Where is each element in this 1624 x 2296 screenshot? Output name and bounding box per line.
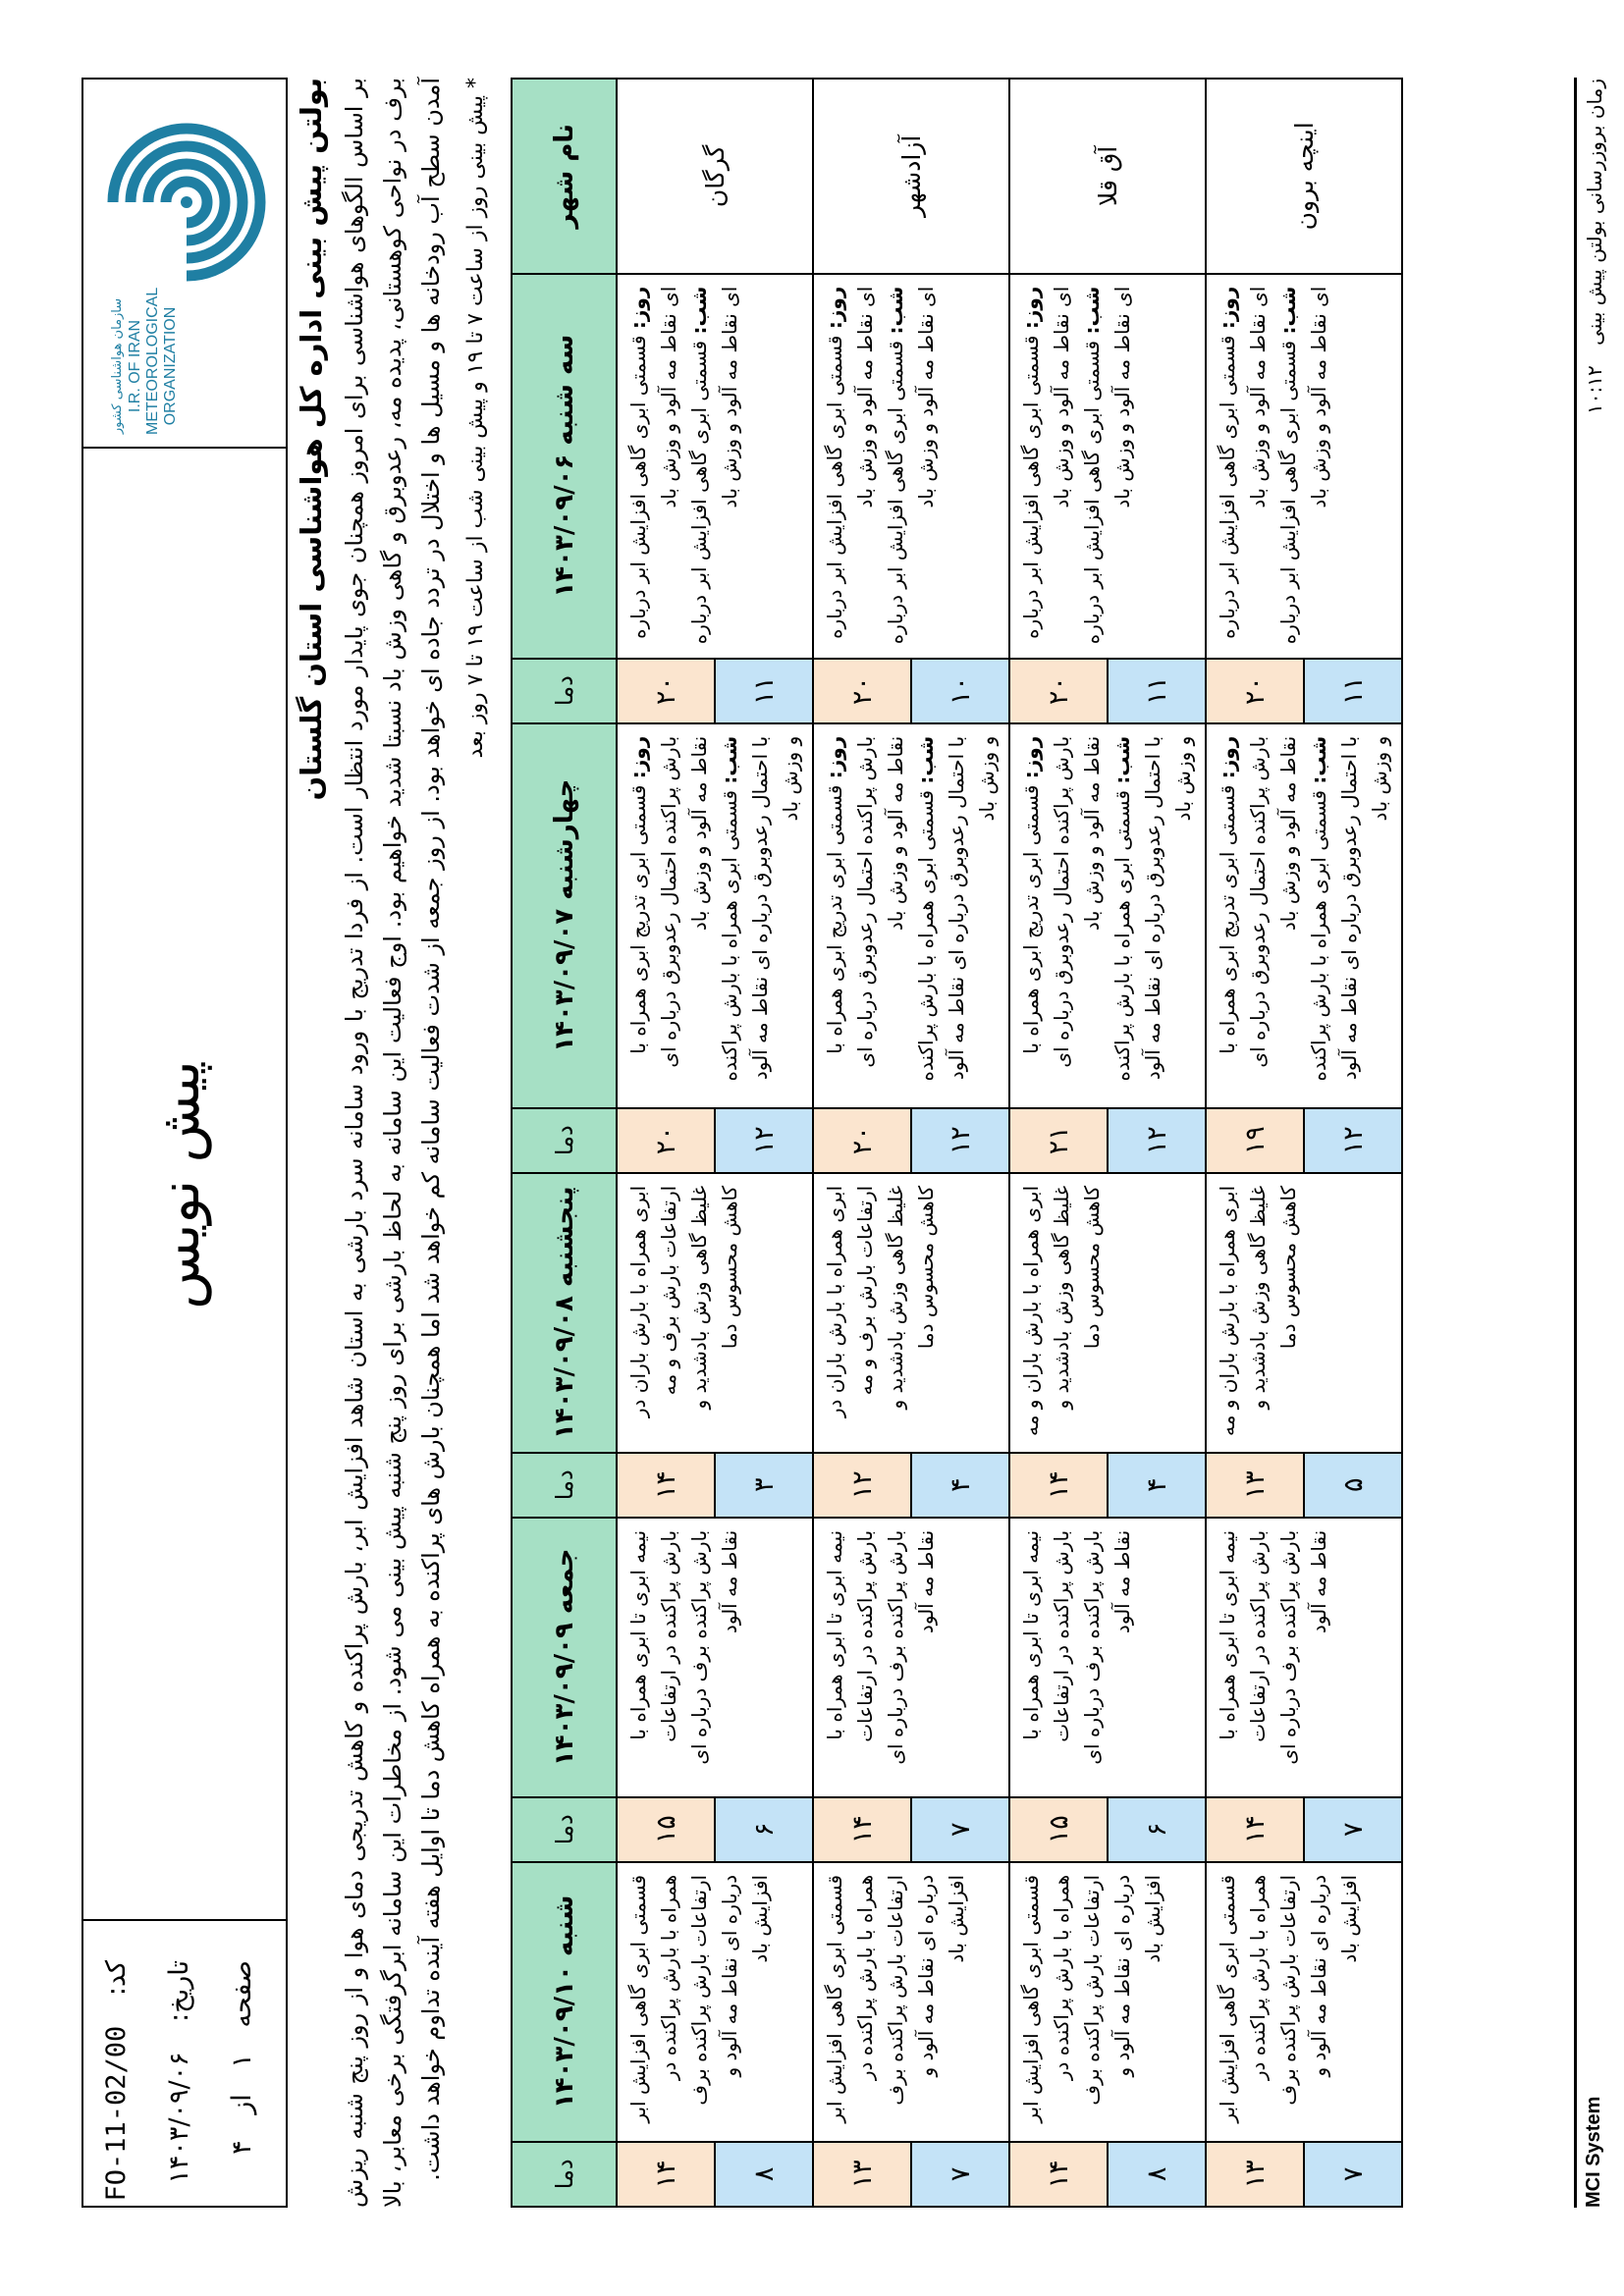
city-name: اینچه برون	[1206, 79, 1402, 274]
city-name: گرگان	[617, 79, 813, 274]
forecast-day2	[1206, 723, 1402, 1108]
bulletin-title: بولتن پیش بینی اداره کل هواشناسی استان گلستان	[295, 78, 328, 801]
temp-header: دما	[512, 659, 617, 723]
logo-text	[109, 287, 180, 435]
temp-header: دما	[512, 1453, 617, 1518]
page-of: از	[227, 2094, 257, 2114]
forecast-day4: نیمه ابری تا ابری همراه با بارش پراکنده در ارتفاعات بارش پراکنده برف درباره ای نقاط مه آلود	[1206, 1518, 1402, 1797]
day-label: روز:	[1019, 286, 1043, 330]
night-forecast: قسمتی ابری گاهی افزایش ابر درباره ای نقاط مه آلود و وزش باد	[1080, 286, 1134, 645]
forecast-day2	[813, 723, 1009, 1108]
forecast-day5: قسمتی ابری گاهی افزایش ابر همراه با بارش پراکنده در ارتفاعات بارش پراکنده برف درباره ای نقاط مه آلود و افزایش باد	[617, 1862, 813, 2142]
max-temp: ۲۰	[1009, 659, 1108, 723]
max-temp: ۱۴	[813, 1797, 911, 1862]
day-forecast: قسمتی ابری تدریج ابری همراه با بارش پراکنده احتمال رعدوبرق درباره ای نقاط مه آلود و وزش باد	[626, 735, 711, 1068]
bulletin-body: بر اساس الگوهای هواشناسی برای امروز همچنان جوی پایدار مورد انتظار است. از فردا تدریج با ورود سامانه سرد بارشی به استان شاهد افزایش ابر، بارش پراکنده و کاهش تدریجی دمای هوا و از روز پنج شنبه ریزش برف در نواحی کوهستانی، پدیده مه، رعدوبرق و گاهی وزش باد نسبتا شدید خواهیم بود. اوج فعالیت این سامانه به لحاظ بارشی برای روز پنج شنبه پیش بینی می شود. از مخاطرات این سامانه ابرگرفتگی برخی معابر، بالا آمدن سطح آب رودخانه ها و مسیل ها و اختلال در تردد جاده ای خواهد بود. از روز جمعه از شدت فعالیت سامانه کم خواهد شد اما همچنان بارش های پراکنده به همراه کاهش دما تا اوایل هفته آینده تداوم خواهد داشت.	[341, 78, 445, 2208]
max-temp: ۱۴	[617, 1453, 715, 1518]
max-temp: ۱۳	[813, 2142, 911, 2207]
night-forecast: قسمتی ابری همراه با بارش پراکنده با احتمال رعدوبرق درباره ای نقاط مه آلود و وزش باد	[1307, 735, 1391, 1082]
footer-system-name: MCI System	[1583, 2096, 1604, 2208]
document-header	[81, 78, 288, 2208]
forecast-table	[511, 78, 1403, 2208]
min-temp: ۷	[1304, 2142, 1402, 2207]
night-label: شب:	[687, 286, 711, 335]
night-label: شب:	[1307, 735, 1330, 784]
forecast-day5: قسمتی ابری گاهی افزایش ابر همراه با بارش پراکنده در ارتفاعات بارش پراکنده برف درباره ای نقاط مه آلود و افزایش باد	[1206, 1862, 1402, 2142]
max-temp: ۱۴	[1009, 1453, 1108, 1518]
table-header-row	[512, 79, 617, 2207]
page-label: صفحه	[227, 1960, 257, 2028]
update-time-label: زمان بروزرسانی بولتن پیش بینی	[1583, 79, 1606, 346]
footer-divider	[1574, 78, 1577, 2208]
day-forecast: قسمتی ابری گاهی افزایش ابر درباره ای نقاط مه آلود و وزش باد	[1019, 286, 1073, 639]
day-header-3: پنجشنبه ۱۴۰۳/۰۹/۰۸	[512, 1173, 617, 1453]
max-temp: ۱۴	[1009, 2142, 1108, 2207]
night-forecast: قسمتی ابری همراه با بارش پراکنده با احتمال رعدوبرق درباره ای نقاط مه آلود و وزش باد	[718, 735, 802, 1082]
forecast-day1	[1009, 274, 1206, 659]
page-title: پیش نویس	[148, 1060, 212, 1309]
page-total: ۴	[227, 2140, 257, 2155]
max-temp: ۲۱	[1009, 1108, 1108, 1173]
city-header: نام شهر	[512, 79, 617, 274]
city-name: آق قلا	[1009, 79, 1206, 274]
min-temp: ۱۲	[715, 1108, 813, 1173]
forecast-day1	[813, 274, 1009, 659]
forecast-day2	[617, 723, 813, 1108]
logo-text-en: I.R. OF IRAN METEOROLOGICAL ORGANIZATION	[127, 287, 179, 435]
min-temp: ۴	[911, 1453, 1009, 1518]
min-temp: ۱۲	[1108, 1108, 1206, 1173]
forecast-day4: نیمه ابری تا ابری همراه با بارش پراکنده در ارتفاعات بارش پراکنده برف درباره ای نقاط مه آلود	[617, 1518, 813, 1797]
day-forecast: قسمتی ابری گاهی افزایش ابر درباره ای نقاط مه آلود و وزش باد	[626, 286, 680, 639]
page-number-line	[227, 1960, 257, 2192]
code-label: کد:	[101, 1960, 132, 1997]
day-header-5: شنبه ۱۴۰۳/۰۹/۱۰	[512, 1862, 617, 2142]
max-temp: ۲۰	[617, 1108, 715, 1173]
forecast-day5: قسمتی ابری گاهی افزایش ابر همراه با بارش پراکنده در ارتفاعات بارش پراکنده برف درباره ای نقاط مه آلود و افزایش باد	[813, 1862, 1009, 2142]
max-temp: ۱۹	[1206, 1108, 1304, 1173]
min-temp: ۱۰	[911, 659, 1009, 723]
night-forecast: قسمتی ابری گاهی افزایش ابر درباره ای نقاط مه آلود و وزش باد	[687, 286, 741, 645]
day-label: روز:	[1216, 735, 1239, 779]
min-temp: ۷	[911, 1797, 1009, 1862]
forecast-day3: ابری همراه با بارش باران در ارتفاعات بارش برف و مه غلیظ گاهی وزش بادشدید و کاهش محسوس دما	[617, 1173, 813, 1453]
temp-header: دما	[512, 1797, 617, 1862]
temp-header: دما	[512, 2142, 617, 2207]
logo-cell	[83, 80, 286, 449]
bulletin-section	[295, 78, 451, 2208]
max-temp: ۱۴	[1206, 1797, 1304, 1862]
logo-text-fa: سازمان هواشناسی کشور	[110, 297, 125, 435]
max-temp: ۱۳	[1206, 2142, 1304, 2207]
forecast-day3: ابری همراه با بارش باران و مه غلیظ گاهی وزش بادشدید و کاهش محسوس دما	[1206, 1173, 1402, 1453]
night-forecast: قسمتی ابری همراه با بارش پراکنده با احتمال رعدوبرق درباره ای نقاط مه آلود و وزش باد	[914, 735, 999, 1082]
night-label: شب:	[884, 286, 907, 335]
code-value: FO-11-02/00	[101, 2025, 132, 2202]
min-temp: ۶	[1108, 1797, 1206, 1862]
min-temp: ۱۱	[1304, 659, 1402, 723]
min-temp: ۱۲	[1304, 1108, 1402, 1173]
night-label: شب:	[1080, 286, 1104, 335]
min-temp: ۳	[715, 1453, 813, 1518]
min-temp: ۱۱	[715, 659, 813, 723]
max-temp: ۱۵	[617, 1797, 715, 1862]
night-forecast: قسمتی ابری همراه با بارش پراکنده با احتمال رعدوبرق درباره ای نقاط مه آلود و وزش باد	[1110, 735, 1195, 1082]
day-header-1: سه شنبه ۱۴۰۳/۰۹/۰۶	[512, 274, 617, 659]
min-temp: ۷	[911, 2142, 1009, 2207]
forecast-footnote: * پیش بینی روز از ساعت ۷ تا ۱۹ و پیش بینی شب از ساعت ۱۹ تا ۷ روز بعد	[463, 78, 488, 759]
day-label: روز:	[626, 286, 650, 330]
table-row	[813, 79, 911, 2207]
update-time-value: ۱۰:۱۲	[1583, 365, 1606, 414]
day-header-2: چهارشنبه ۱۴۰۳/۰۹/۰۷	[512, 723, 617, 1108]
day-label: روز:	[823, 286, 846, 330]
max-temp: ۲۰	[617, 659, 715, 723]
code-line	[101, 1960, 132, 2202]
city-name: آزادشهر	[813, 79, 1009, 274]
min-temp: ۴	[1108, 1453, 1206, 1518]
max-temp: ۲۰	[1206, 659, 1304, 723]
max-temp: ۲۰	[813, 1108, 911, 1173]
night-label: شب:	[914, 735, 938, 784]
forecast-day4: نیمه ابری تا ابری همراه با بارش پراکنده در ارتفاعات بارش پراکنده برف درباره ای نقاط مه آلود	[1009, 1518, 1206, 1797]
table-row	[1206, 79, 1304, 2207]
forecast-day3: ابری همراه با بارش باران در ارتفاعات بارش برف و مه غلیظ گاهی وزش بادشدید و کاهش محسوس دما	[813, 1173, 1009, 1453]
forecast-day1	[617, 274, 813, 659]
day-label: روز:	[1216, 286, 1239, 330]
min-temp: ۸	[1108, 2142, 1206, 2207]
day-label: روز:	[626, 735, 650, 779]
day-forecast: قسمتی ابری گاهی افزایش ابر درباره ای نقاط مه آلود و وزش باد	[823, 286, 877, 639]
night-label: شب:	[1110, 735, 1134, 784]
table-body	[617, 79, 1402, 2207]
day-forecast: قسمتی ابری تدریج ابری همراه با بارش پراکنده احتمال رعدوبرق درباره ای نقاط مه آلود و وزش باد	[823, 735, 907, 1068]
min-temp: ۱۲	[911, 1108, 1009, 1173]
footer-update-time	[1583, 79, 1606, 414]
night-label: شب:	[1276, 286, 1300, 335]
organization-logo	[101, 91, 270, 435]
min-temp: ۱۱	[1108, 659, 1206, 723]
forecast-day4: نیمه ابری تا ابری همراه با بارش پراکنده در ارتفاعات بارش پراکنده برف درباره ای نقاط مه آلود	[813, 1518, 1009, 1797]
min-temp: ۵	[1304, 1453, 1402, 1518]
spiral-logo-icon	[101, 116, 273, 288]
title-cell	[83, 447, 286, 1921]
night-label: شب:	[718, 735, 741, 784]
document-meta	[83, 1919, 286, 2206]
night-forecast: قسمتی ابری گاهی افزایش ابر درباره ای نقاط مه آلود و وزش باد	[884, 286, 938, 645]
page-current: ۱	[227, 2054, 257, 2068]
table-row	[617, 79, 715, 2207]
day-header-4: جمعه ۱۴۰۳/۰۹/۰۹	[512, 1518, 617, 1797]
max-temp: ۱۴	[617, 2142, 715, 2207]
min-temp: ۷	[1304, 1797, 1402, 1862]
day-forecast: قسمتی ابری گاهی افزایش ابر درباره ای نقاط مه آلود و وزش باد	[1216, 286, 1270, 639]
forecast-day5: قسمتی ابری گاهی افزایش ابر همراه با بارش پراکنده در ارتفاعات بارش پراکنده برف درباره ای نقاط مه آلود و افزایش باد	[1009, 1862, 1206, 2142]
day-label: روز:	[1019, 735, 1043, 779]
max-temp: ۲۰	[813, 659, 911, 723]
max-temp: ۱۳	[1206, 1453, 1304, 1518]
max-temp: ۱۵	[1009, 1797, 1108, 1862]
day-forecast: قسمتی ابری تدریج ابری همراه با بارش پراکنده احتمال رعدوبرق درباره ای نقاط مه آلود و وزش باد	[1216, 735, 1300, 1068]
max-temp: ۱۲	[813, 1453, 911, 1518]
temp-header: دما	[512, 1108, 617, 1173]
forecast-day1	[1206, 274, 1402, 659]
date-label: تاریخ:	[164, 1960, 194, 2022]
day-forecast: قسمتی ابری تدریج ابری همراه با بارش پراکنده احتمال رعدوبرق درباره ای نقاط مه آلود و وزش باد	[1019, 735, 1104, 1068]
table-row	[1009, 79, 1108, 2207]
date-value: ۱۴۰۳/۰۹/۰۶	[164, 2052, 194, 2184]
forecast-day2	[1009, 723, 1206, 1108]
day-label: روز:	[823, 735, 846, 779]
night-forecast: قسمتی ابری گاهی افزایش ابر درباره ای نقاط مه آلود و وزش باد	[1276, 286, 1330, 645]
forecast-day3: ابری همراه با بارش باران و مه غلیظ گاهی وزش بادشدید و کاهش محسوس دما	[1009, 1173, 1206, 1453]
date-line	[164, 1960, 194, 2192]
min-temp: ۶	[715, 1797, 813, 1862]
min-temp: ۸	[715, 2142, 813, 2207]
